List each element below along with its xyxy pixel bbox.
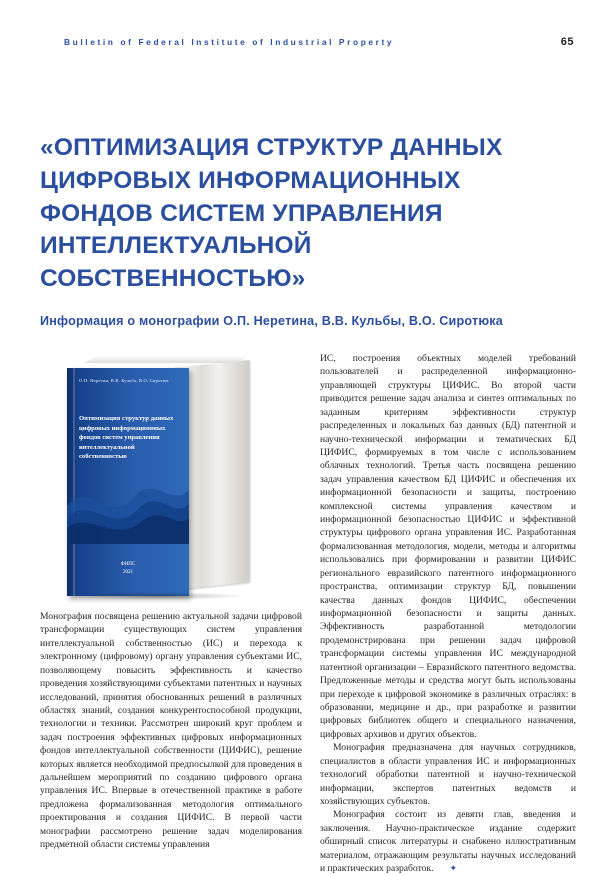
article-title: «ОПТИМИЗАЦИЯ СТРУКТУР ДАННЫХ ЦИФРОВЫХ ИНФОРМАЦИОННЫХ ФОНДОВ СИСТЕМ УПРАВЛЕНИЯ ИНТЕЛЛЕКТУАЛЬНОЙ СОБСТВЕННОСТЬЮ» (40, 134, 503, 292)
right-column (320, 352, 576, 875)
book-front-cover (67, 368, 189, 596)
cover-title: Оптимизация структур данных цифровых информационных фондов систем управления интеллектуальной собственностью (79, 415, 174, 461)
running-head-title: Bulletin of Federal Institute of Industrial Property (64, 37, 395, 47)
book-shadow (71, 592, 247, 600)
book-illustration (53, 356, 267, 596)
right-column-text (320, 352, 576, 875)
cover-wave-graphic (67, 448, 189, 544)
cover-imprint (67, 561, 189, 576)
paragraph-with-endmark (320, 808, 576, 875)
end-mark-icon: ✦ (449, 863, 458, 874)
left-column-text (40, 610, 302, 852)
running-head (64, 36, 574, 54)
cover-authors: О.П. Неретин, В.В. Кульба, В.О. Сиротюк (79, 378, 169, 383)
cover-imprint-year: 2021 (123, 569, 133, 575)
paragraph-text: Монография состоит из девяти глав, введения и заключения. Научно-практическое издание содержит обширный список литературы и снабжено иллюстративным материалом, отражающим результаты научных исследований и практических разработок. (320, 809, 576, 875)
article-subtitle: Информация о монографии О.П. Неретина, В.В. Кульбы, В.О. Сиротюка (40, 314, 503, 328)
cover-imprint-publisher: ФИПС (120, 562, 136, 567)
page-number: 65 (560, 36, 574, 48)
paragraph: Монография предназначена для научных сотрудников, специалистов в области управления ИС и информационных технологий обработки патентной и научно-технической информации, экспертов патентных ведомств и хозяйствующих субъектов. (320, 742, 576, 807)
paragraph: Монография посвящена решению актуальной задачи цифровой трансформации существующих систем управления интеллектуальной собственностью (ИС) и перехода к электронному (цифровому) органу управления субъектами ИС, позволяющему повысить эффективность и качество проведения хозяйствующими субъектами патентных и научных исследований, принятия обоснованных решений в различных областях знаний, создания конкурентоспособной продукции, технологии и техники. Рассмотрен широкий круг проблем и задач построения эффективных цифровых информационных фондов интеллектуальной собственности (ЦИФИС), решение которых является необходимой предпосылкой для проведения в дальнейшем мероприятий по созданию цифрового органа управления ИС. Впервые в отечественной практике в работе предложена формализованная методология оптимального проектирования и создания ЦИФИС. В первой части монографии рассмотрено решение задач моделирования предметной области системы управления (40, 611, 302, 851)
paragraph: ИС, построения объектных моделей требований пользователей и распределенной информационно-управляющей структуры ЦИФИС. Во второй части приводится решение задач анализа и синтез оптимальных по заданным критериям эффективности структур распределенных и локальных баз данных (БД) патентной и научно-технической информации и тематических БД ЦИФИС, формируемых в том числе с использованием облачных технологий. Третья часть посвящена решению задач управления качеством БД ЦИФИС и обеспечения их информационной безопасности и защиты, построению комплексной системы управления качеством и информационной безопасностью ЦИФИС и эффективной структуры цифрового органа управления ИС. Разработанная формализованная методология, модели, методы и алгоритмы использовались при формировании и развитии ЦИФИС регионального евразийского патентного информационного пространства, оптимизации структур БД, повышении качества данных фондов ЦИФИС, обеспечении информационной безопасности и защиты данных. Эффективность разработанной методологии продемонстрирована при решении задач цифровой трансформации системы управления ИС международной патентной организации – Евразийского патентного ведомства. Предложенные методы и средства могут быть использованы при переходе к цифровой экономике в различных отраслях: в образовании, медицине и др., при разработке и развитии цифровых библиотек общего и специального назначения, цифровых архивов и других объектов. (320, 353, 576, 740)
left-column (40, 352, 302, 852)
book-cover-figure (40, 352, 302, 600)
book-pages-top (84, 356, 249, 363)
